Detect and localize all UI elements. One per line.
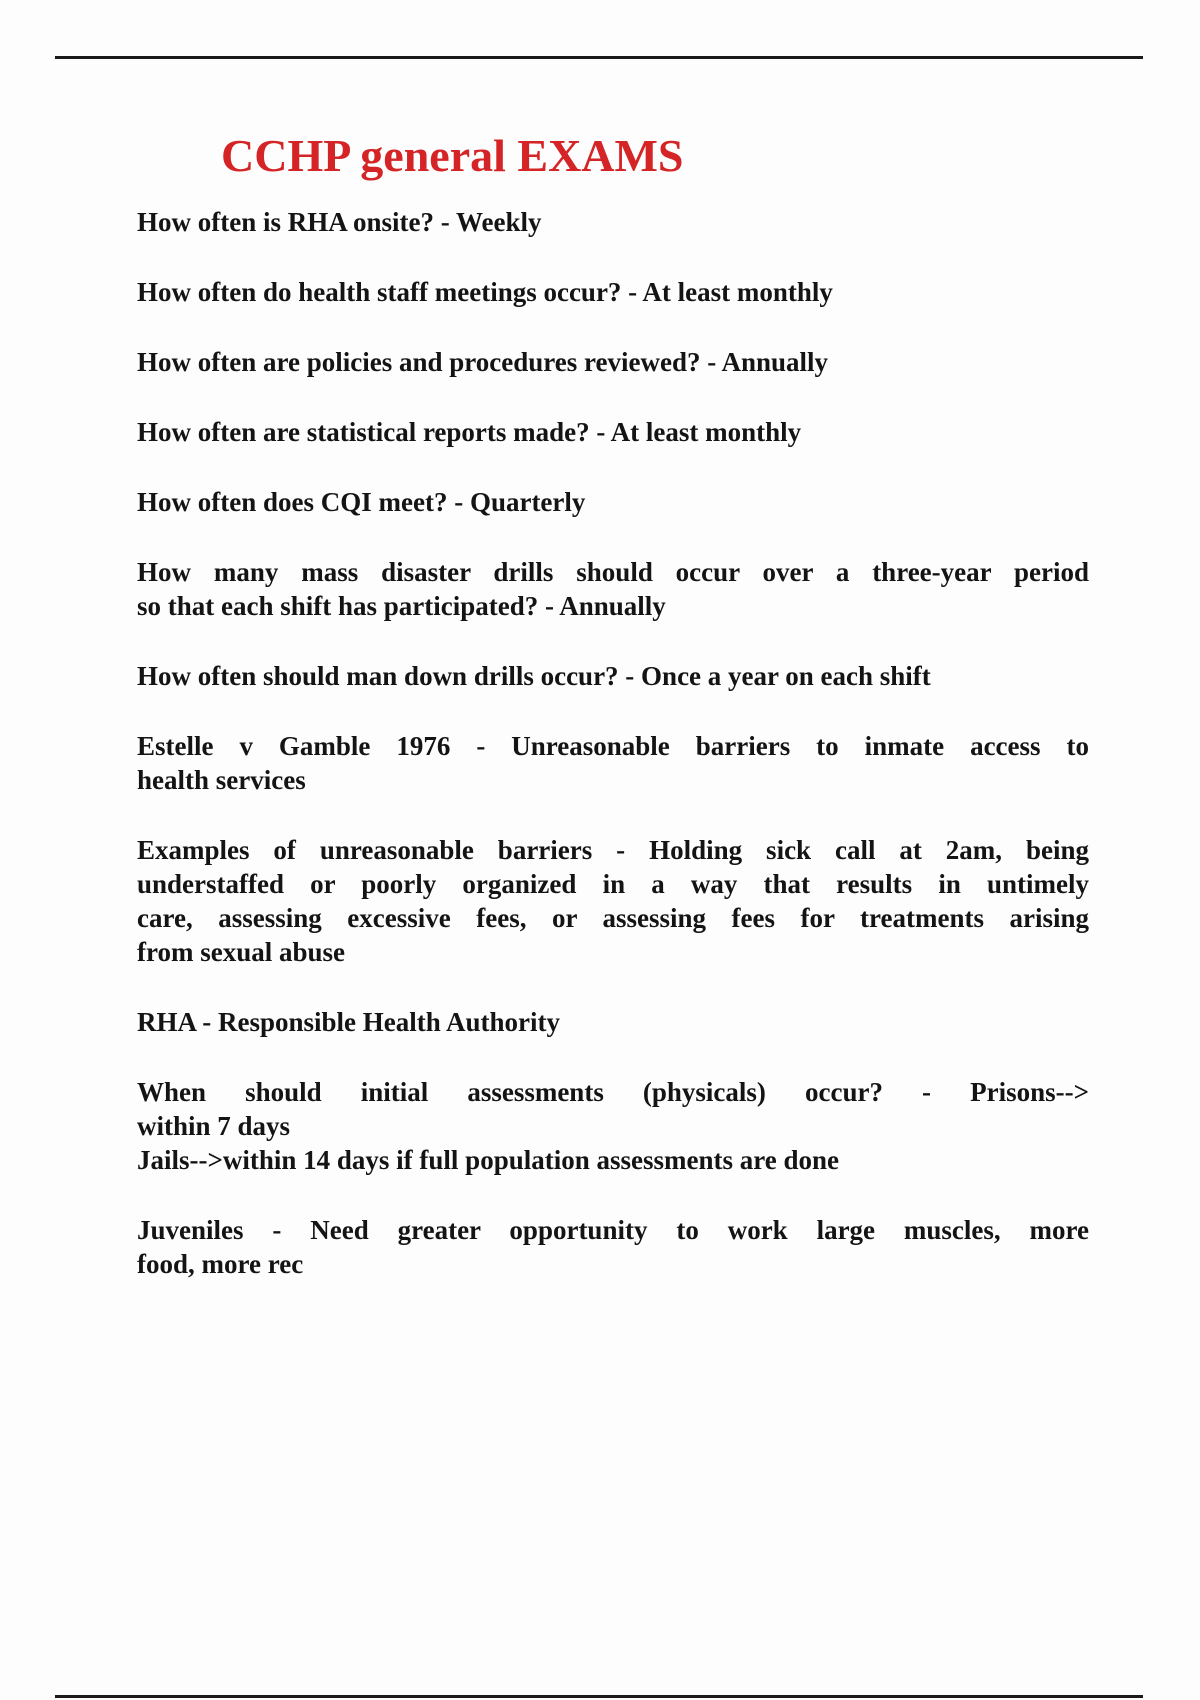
paragraph-line: health services (137, 765, 306, 795)
bottom-rule (55, 1695, 1143, 1698)
paragraph (137, 729, 1089, 797)
paragraph-line: Jails-->within 14 days if full population assessments are done (137, 1145, 839, 1175)
paragraph-line: so that each shift has participated? - Annually (137, 591, 666, 621)
paragraph (137, 415, 1089, 449)
paragraph (137, 1075, 1089, 1177)
paragraph-line: When should initial assessments (physicals) occur? - Prisons--> (137, 1077, 1089, 1107)
paragraph-line: How often are policies and procedures reviewed? - Annually (137, 347, 829, 377)
paragraph-line: How often should man down drills occur? - Once a year on each shift (137, 661, 931, 691)
paragraph-line: How often is RHA onsite? - Weekly (137, 207, 542, 237)
paragraph-line: How often are statistical reports made? - At least monthly (137, 417, 802, 447)
paragraph (137, 555, 1089, 623)
document-content (137, 128, 1089, 1281)
paragraph-line: Estelle v Gamble 1976 - Unreasonable barriers to inmate access to (137, 731, 1089, 761)
paragraph-line: Examples of unreasonable barriers - Holding sick call at 2am, being (137, 835, 1089, 865)
paragraph-line: understaffed or poorly organized in a way that results in untimely (137, 869, 1089, 899)
paragraph-line: How often does CQI meet? - Quarterly (137, 487, 586, 517)
paragraph-line: within 7 days (137, 1111, 291, 1141)
paragraph (137, 659, 1089, 693)
page-title: CCHP general EXAMS (221, 130, 684, 181)
paragraph-line: How often do health staff meetings occur? - At least monthly (137, 277, 833, 307)
paragraph-line: food, more rec (137, 1249, 304, 1279)
document-body (137, 205, 1089, 1281)
paragraph (137, 275, 1089, 309)
paragraph-line: How many mass disaster drills should occur over a three-year period (137, 557, 1089, 587)
paragraph-line: from sexual abuse (137, 937, 346, 967)
paragraph (137, 345, 1089, 379)
paragraph-line: RHA - Responsible Health Authority (137, 1007, 561, 1037)
paragraph (137, 1213, 1089, 1281)
paragraph-line: care, assessing excessive fees, or assessing fees for treatments arising (137, 903, 1089, 933)
paragraph (137, 485, 1089, 519)
paragraph-line: Juveniles - Need greater opportunity to work large muscles, more (137, 1215, 1089, 1245)
paragraph (137, 205, 1089, 239)
paragraph (137, 1005, 1089, 1039)
top-rule (55, 56, 1143, 59)
paragraph (137, 833, 1089, 969)
